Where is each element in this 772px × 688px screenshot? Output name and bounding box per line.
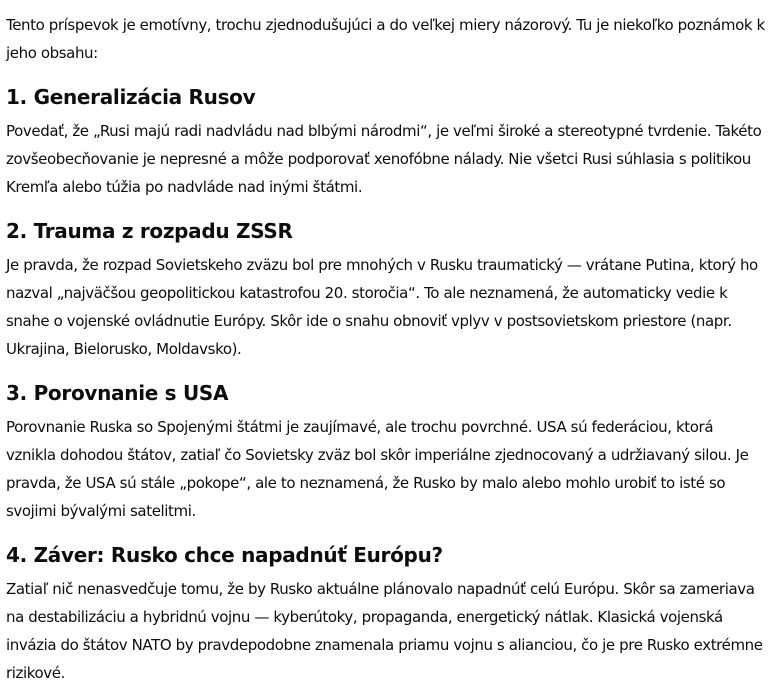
intro-paragraph: Tento príspevok je emotívny, trochu zjednodušujúci a do veľkej miery názorový. Tu je niekoľko poznámok k jeho obsahu:	[6, 16, 765, 62]
section-body-conclusion: Zatiaľ nič nenasvedčuje tomu, že by Rusko aktuálne plánovalo napadnúť celú Európu. Skôr sa zameriava na destabilizáciu a hybridnú vojnu — kyberútoky, propaganda, energetický nátlak. Klasická vojenská invázia do štátov NATO by pravdepodobne znamenala priamu vojnu s alianciou, čo je pre Rusko extrémne rizikové.	[6, 580, 763, 682]
section-heading-conclusion: 4. Záver: Rusko chce napadnúť Európu?	[6, 543, 443, 567]
section-body-generalization: Povedať, že „Rusi majú radi nadvládu nad blbými národmi“, je veľmi široké a stereotypné tvrdenie. Takéto zovšeobecňovanie je nepresné a môže podporovať xenofóbne nálady. Nie všetci Rusi súhlasia s politikou Kremľa alebo túžia po nadvláde nad inými štátmi.	[6, 122, 762, 196]
section-body-ussr-trauma: Je pravda, že rozpad Sovietskeho zväzu bol pre mnohých v Rusku traumatický — vrátane Putina, ktorý ho nazval „najväčšou geopolitickou katastrofou 20. storočia“. To ale neznamená, že automaticky vedie k snahe o vojenské ovládnutie Európy. Skôr ide o snahu obnoviť vplyv v postsovietskom priestore (napr. Ukrajina, Bielorusko, Moldavsko).	[6, 256, 758, 358]
section-heading-generalization: 1. Generalizácia Rusov	[6, 85, 256, 109]
section-heading-usa-comparison: 3. Porovnanie s USA	[6, 381, 229, 405]
section-heading-ussr-trauma: 2. Trauma z rozpadu ZSSR	[6, 219, 293, 243]
section-body-usa-comparison: Porovnanie Ruska so Spojenými štátmi je zaujímavé, ale trochu povrchné. USA sú federáciou, ktorá vznikla dohodou štátov, zatiaľ čo Sovietsky zväz bol skôr imperiálne zjednocovaný a udržiavaný silou. Je pravda, že USA sú stále „pokope“, ale to neznamená, že Rusko by malo alebo mohlo urobiť to isté so svojimi bývalými satelitmi.	[6, 418, 749, 520]
